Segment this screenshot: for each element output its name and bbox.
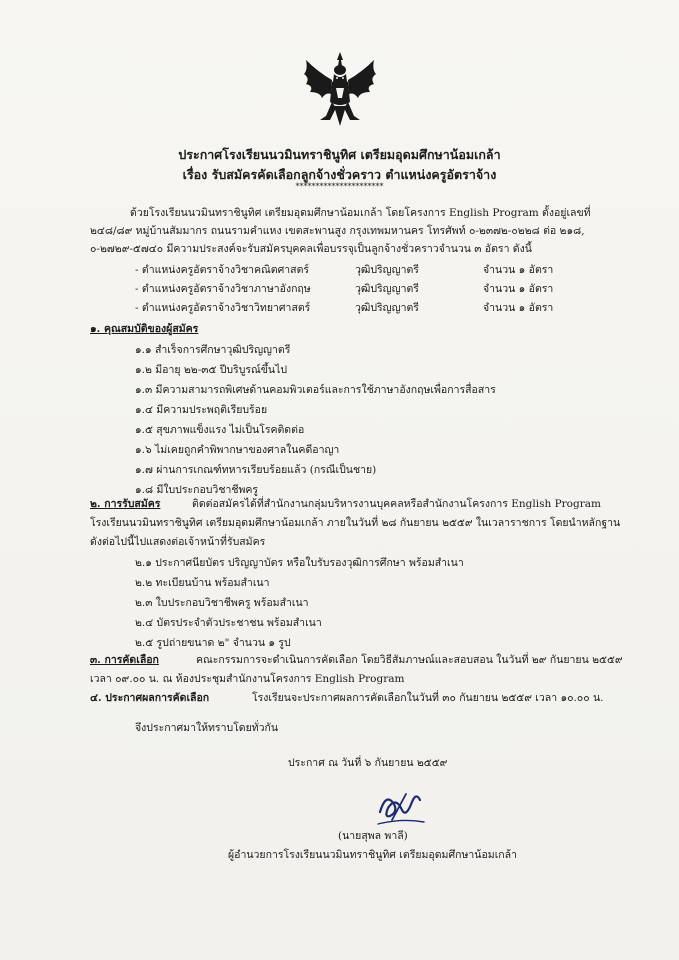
section-4-heading: ๔. ประกาศผลการคัดเลือก — [90, 692, 210, 704]
signature-icon — [372, 782, 432, 832]
closing-statement: จึงประกาศมาให้ทราบโดยทั่วกัน — [135, 722, 279, 734]
qualification-item: ๑.๖ ไม่เคยถูกคำพิพากษาของศาลในคดีอาญา — [135, 444, 340, 456]
announcement-subject: เรื่อง รับสมัครคัดเลือกลูกจ้างชั่วคราว ตำแหน่งครูอัตราจ้าง — [182, 167, 497, 182]
announce-date: ประกาศ ณ วันที่ ๖ กันยายน ๒๕๕๙ — [288, 757, 448, 769]
qualification-item: ๑.๕ สุขภาพแข็งแรง ไม่เป็นโรคติดต่อ — [135, 424, 305, 436]
qualification-item: ๑.๑ สำเร็จการศึกษาวุฒิปริญญาตรี — [135, 344, 291, 356]
position-degree: วุฒิปริญญาตรี — [355, 283, 419, 295]
garuda-emblem-icon — [300, 50, 380, 128]
document-item: ๒.๑ ประกาศนียบัตร ปริญญาบัตร หรือใบรับรองวุฒิการศึกษา พร้อมสำเนา — [135, 557, 464, 569]
section-2-line-2: โรงเรียนนวมินทราชินูทิศ เตรียมอุดมศึกษาน้อมเกล้า ภายในวันที่ ๒๘ กันยายน ๒๕๕๙ ในเวลาราชการ โดยนำหลักฐาน — [90, 517, 621, 529]
position-degree: วุฒิปริญญาตรี — [355, 302, 419, 314]
section-2-heading: ๒. การรับสมัคร — [90, 498, 161, 510]
signature-graphic — [372, 782, 432, 832]
qualification-item: ๑.๔ มีความประพฤติเรียบร้อย — [135, 404, 268, 416]
qualification-item: ๑.๓ มีความสามารถพิเศษด้านคอมพิวเตอร์และการใช้ภาษาอังกฤษเพื่อการสื่อสาร — [135, 384, 496, 396]
section-3-heading: ๓. การคัดเลือก — [90, 654, 159, 666]
intro-line-3: ๐-๒๗๒๙-๕๗๔๐ มีความประสงค์จะรับสมัครบุคคลเพื่อบรรจุเป็นลูกจ้างชั่วคราวจำนวน ๓ อัตรา ดังนี้ — [90, 243, 532, 255]
document-item: ๒.๓ ใบประกอบวิชาชีพครู พร้อมสำเนา — [135, 597, 309, 609]
position-degree: วุฒิปริญญาตรี — [355, 264, 419, 276]
signer-name: (นายสุพล พาลี) — [338, 830, 408, 842]
announcement-title: ประกาศโรงเรียนนวมินทราชินูทิศ เตรียมอุดมศึกษาน้อมเกล้า — [178, 147, 501, 162]
garuda-emblem-graphic — [300, 50, 380, 128]
position-count: จำนวน ๑ อัตรา — [483, 283, 554, 295]
document-item: ๒.๒ ทะเบียนบ้าน พร้อมสำเนา — [135, 577, 270, 589]
section-2-line-1: ติดต่อสมัครได้ที่สำนักงานกลุ่มบริหารงานบุคคลหรือสำนักงานโครงการ English Program — [192, 498, 601, 510]
position-count: จำนวน ๑ อัตรา — [483, 302, 554, 314]
signer-title: ผู้อำนวยการโรงเรียนนวมินทราชินูทิศ เตรียมอุดมศึกษาน้อมเกล้า — [228, 849, 517, 861]
position-count: จำนวน ๑ อัตรา — [483, 264, 554, 276]
document-item: ๒.๔ บัตรประจำตัวประชาชน พร้อมสำเนา — [135, 617, 322, 629]
position-name: - ตำแหน่งครูอัตราจ้างวิชาวิทยาศาสตร์ — [135, 302, 311, 314]
intro-line-2: ๒๔๘/๘๙ หมู่บ้านสัมมากร ถนนรามคำแหง เขตสะพานสูง กรุงเทพมหานคร โทรศัพท์ ๐-๒๓๗๒-๐๒๒๘ ต่อ ๒๑๘, — [90, 225, 585, 237]
section-4-text: โรงเรียนจะประกาศผลการคัดเลือกในวันที่ ๓๐ กันยายน ๒๕๕๙ เวลา ๑๐.๐๐ น. — [252, 692, 604, 704]
document-item: ๒.๕ รูปถ่ายขนาด ๒" จำนวน ๑ รูป — [135, 637, 291, 649]
position-name: - ตำแหน่งครูอัตราจ้างวิชาภาษาอังกฤษ — [135, 283, 311, 295]
title-separator: ********************** — [295, 182, 384, 191]
qualification-item: ๑.๗ ผ่านการเกณฑ์ทหารเรียบร้อยแล้ว (กรณีเป็นชาย) — [135, 464, 377, 476]
intro-line-1: ด้วยโรงเรียนนวมินทราชินูทิศ เตรียมอุดมศึกษาน้อมเกล้า โดยโครงการ English Program ตั้งอยู่เลขที่ — [130, 207, 591, 219]
section-1-heading: ๑. คุณสมบัติของผู้สมัคร — [90, 323, 199, 335]
section-3-line-1: คณะกรรมการจะดำเนินการคัดเลือก โดยวิธีสัมภาษณ์และสอบสอน ในวันที่ ๒๙ กันยายน ๒๕๕๙ — [196, 654, 623, 666]
qualification-item: ๑.๒ มีอายุ ๒๒-๓๕ ปีบริบูรณ์ขึ้นไป — [135, 364, 288, 376]
section-2-line-3: ดังต่อไปนี้ไปแสดงต่อเจ้าหน้าที่รับสมัคร — [90, 536, 266, 548]
position-name: - ตำแหน่งครูอัตราจ้างวิชาคณิตศาสตร์ — [135, 264, 310, 276]
qualification-item: ๑.๘ มีใบประกอบวิชาชีพครู — [135, 484, 259, 496]
section-3-line-2: เวลา ๐๙.๐๐ น. ณ ห้องประชุมสำนักงานโครงการ English Program — [90, 673, 405, 685]
